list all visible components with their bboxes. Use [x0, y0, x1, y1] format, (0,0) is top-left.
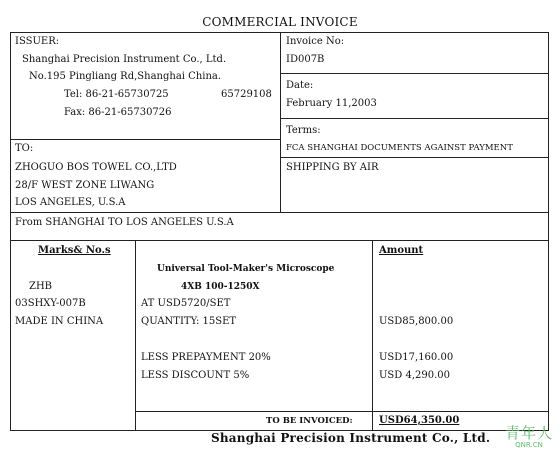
- issuer-address: No.195 Pingliang Rd,Shanghai China.: [29, 71, 222, 82]
- marks-line-1: ZHB: [29, 281, 53, 292]
- product-model: 4XB 100-1250X: [181, 282, 260, 292]
- to-be-invoiced-label: TO BE INVOICED:: [266, 416, 353, 426]
- marks-header: Marks& No.s: [38, 245, 111, 256]
- site-watermark: [503, 425, 555, 449]
- consignee-address: 28/F WEST ZONE LIWANG: [15, 180, 155, 191]
- terms-bottom-border: [280, 157, 549, 158]
- amount-column-divider: [372, 240, 373, 431]
- shipping-route: From SHANGHAI TO LOS ANGELES U.S.A: [15, 217, 234, 228]
- quantity: QUANTITY: 15SET: [141, 316, 237, 327]
- amount-header: Amount: [379, 245, 424, 256]
- consignee-city: LOS ANGELES, U.S.A: [15, 197, 126, 208]
- route-bottom-border: [10, 240, 549, 241]
- invoice-number-label: Invoice No:: [286, 36, 345, 47]
- issuer-label: ISSUER:: [15, 36, 60, 47]
- amount-total: USD64,350.00: [379, 415, 460, 426]
- product-name: Universal Tool-Maker's Microscope: [157, 264, 335, 274]
- watermark-site: QNR.CN: [515, 441, 543, 449]
- amount-discount: USD 4,290.00: [379, 370, 451, 381]
- date-bottom-border: [280, 118, 549, 119]
- consignee-name: ZHOGUO BOS TOWEL CO.,LTD: [15, 162, 177, 173]
- marks-line-2: 03SHXY-007B: [15, 298, 86, 309]
- invoice-number-value: ID007B: [286, 54, 325, 65]
- less-prepayment-label: LESS PREPAYMENT 20%: [141, 352, 271, 363]
- issuer-tel-alt: 65729108: [221, 89, 272, 100]
- terms-value: FCA SHANGHAI DOCUMENTS AGAINST PAYMENT: [286, 143, 513, 153]
- amount-prepayment: USD17,160.00: [379, 352, 454, 363]
- issuer-fax: Fax: 86-21-65730726: [64, 107, 172, 118]
- terms-label: Terms:: [286, 125, 321, 136]
- invoice-bottom-border: [280, 73, 549, 74]
- shipping-method: SHIPPING BY AIR: [286, 162, 379, 173]
- header-column-divider: [280, 32, 281, 213]
- date-label: Date:: [286, 80, 314, 91]
- date-value: February 11,2003: [286, 98, 377, 109]
- table-right-border: [548, 32, 549, 431]
- table-left-border: [10, 32, 11, 431]
- consignee-label: TO:: [15, 143, 34, 154]
- issuer-bottom-border: [10, 139, 280, 140]
- less-discount-label: LESS DISCOUNT 5%: [141, 370, 250, 381]
- watermark-chars: 青年人: [504, 424, 553, 442]
- document-title: COMMERCIAL INVOICE: [202, 15, 358, 29]
- marks-line-3: MADE IN CHINA: [15, 316, 104, 327]
- marks-column-divider: [135, 240, 136, 431]
- unit-price: AT USD5720/SET: [141, 298, 231, 309]
- total-row-top-border: [135, 411, 549, 412]
- issuer-tel: Tel: 86-21-65730725: [64, 89, 169, 100]
- amount-gross: USD85,800.00: [379, 316, 454, 327]
- issuer-company: Shanghai Precision Instrument Co., Ltd.: [22, 54, 227, 65]
- footer-company-signature: Shanghai Precision Instrument Co., Ltd.: [211, 431, 491, 445]
